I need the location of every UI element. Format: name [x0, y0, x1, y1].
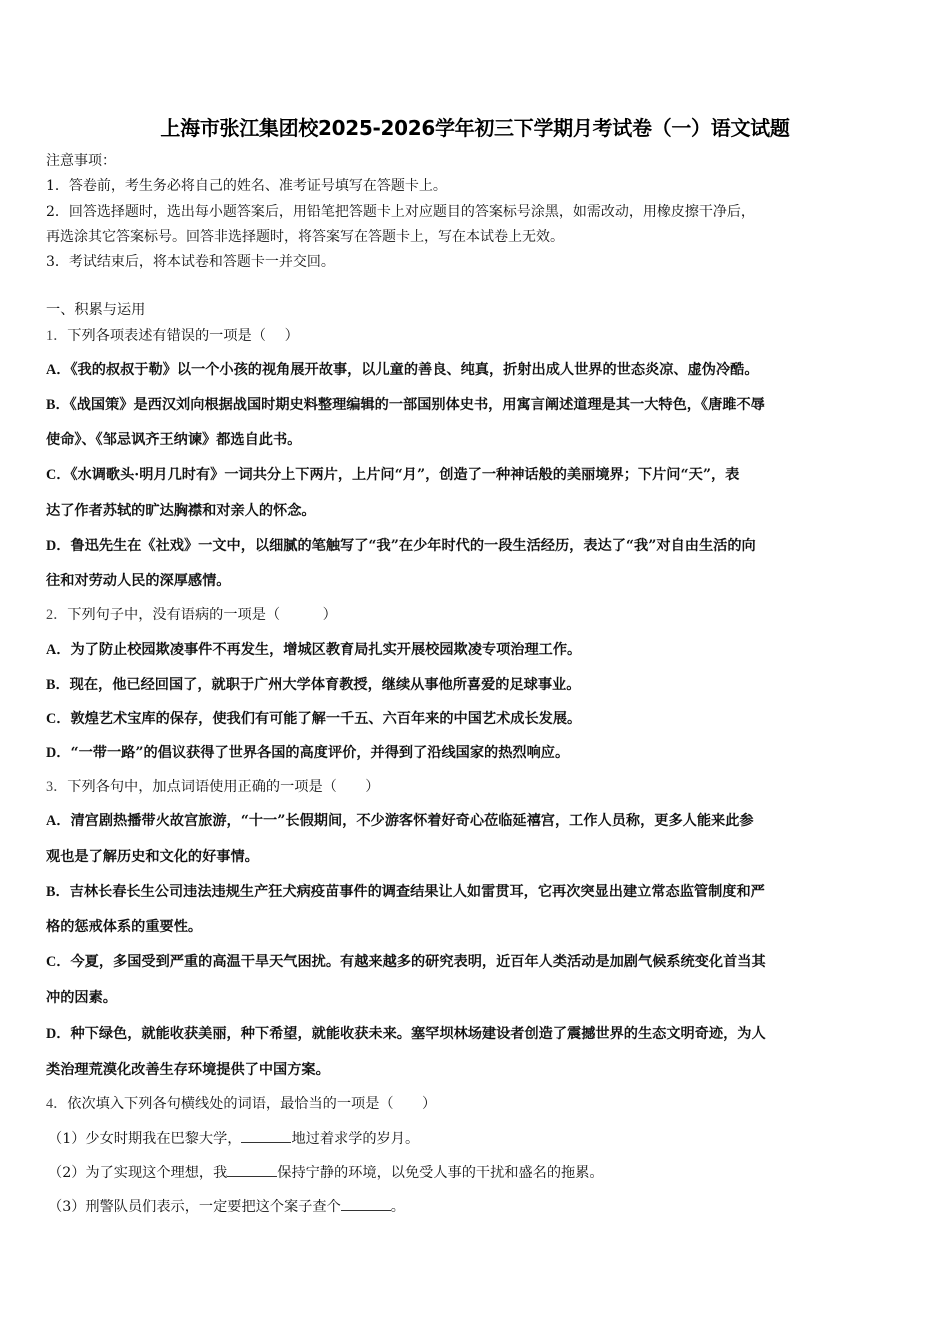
question-3-option-a	[46, 811, 754, 831]
question-2-stem	[46, 605, 337, 625]
question-text: 下列句子中，没有语病的一项是（ ）	[67, 607, 337, 623]
question-1-stem	[46, 326, 299, 346]
fill-blank[interactable]	[227, 1162, 277, 1177]
question-1-option-d	[46, 536, 756, 556]
option-letter: A．	[46, 362, 71, 378]
sentence-prefix: （1）少女时期我在巴黎大学，	[48, 1131, 242, 1147]
question-4-sentence-2	[48, 1162, 604, 1183]
question-1-option-c-cont: 达了作者苏轼的旷达胸襟和对亲人的怀念。	[46, 503, 316, 519]
notice-item-3: 3．考试结束后，将本试卷和答题卡一并交回。	[46, 254, 335, 270]
sentence-suffix: 。	[390, 1199, 405, 1215]
option-text: 种下绿色，就能收获美丽，种下希望，就能收获未来。塞罕坝林场建设者创造了震撼世界的生态文明奇迹，为人	[70, 1026, 766, 1042]
question-3-stem	[46, 777, 379, 797]
page-title: 上海市张江集团校2025-2026学年初三下学期月考试卷（一）语文试题	[160, 116, 790, 140]
option-letter: B．	[46, 677, 70, 693]
fill-blank[interactable]	[241, 1128, 291, 1143]
option-letter: B．	[46, 397, 70, 413]
notice-item-2: 2．回答选择题时，选出每小题答案后，用铅笔把答题卡上对应题目的答案标号涂黑，如需改动，用橡皮擦干净后，	[46, 204, 755, 220]
option-text: 《战国策》是西汉刘向根据战国时期史料整理编辑的一部国别体史书，用寓言阐述道理是其一大特色，《唐雎不辱	[69, 397, 765, 413]
question-text: 下列各项表述有错误的一项是（ ）	[67, 328, 299, 344]
question-3-option-c-cont: 冲的因素。	[46, 990, 117, 1006]
option-text: 吉林长春长生公司违法违规生产狂犬病疫苗事件的调查结果让人如雷贯耳，它再次突显出建立常态监管制度和严	[69, 884, 765, 900]
option-text: 《我的叔叔于勒》以一个小孩的视角展开故事，以儿童的善良、纯真，折射出成人世界的世态炎凉、虚伪冷酷。	[70, 362, 759, 378]
option-text: 清宫剧热播带火故宫旅游，“十一”长假期间，不少游客怀着好奇心莅临延禧宫，工作人员称，更多人能来此参	[70, 813, 754, 829]
question-2-option-d	[46, 743, 569, 763]
notice-heading: 注意事项：	[46, 153, 116, 169]
option-text: 敦煌艺术宝库的保存，使我们有可能了解一千五、六百年来的中国艺术成长发展。	[70, 711, 582, 727]
sentence-suffix: 地过着求学的岁月。	[291, 1131, 420, 1147]
option-text: 今夏，多国受到严重的高温干旱天气困扰。有越来越多的研究表明，近百年人类活动是加剧气候系统变化首当其	[70, 954, 766, 970]
option-text: 为了防止校园欺凌事件不再发生，增城区教育局扎实开展校园欺凌专项治理工作。	[70, 642, 582, 658]
notice-item-2-cont: 再选涂其它答案标号。回答非选择题时，将答案写在答题卡上，写在本试卷上无效。	[46, 229, 564, 245]
option-letter: C．	[46, 954, 71, 970]
question-text: 依次填入下列各句横线处的词语，最恰当的一项是（ ）	[67, 1096, 437, 1112]
question-3-option-c	[46, 952, 766, 972]
option-text: “一带一路”的倡议获得了世界各国的高度评价，并得到了沿线国家的热烈响应。	[70, 745, 570, 761]
option-letter: D．	[46, 1026, 71, 1042]
option-letter: A．	[46, 642, 71, 658]
option-text: 《水调歌头·明月几时有》一词共分上下两片，上片问“月”，创造了一种神话般的美丽境界；下片问“天”，表	[70, 467, 740, 483]
question-1-option-b	[46, 395, 765, 415]
sentence-prefix: （3）刑警队员们表示，一定要把这个案子查个	[48, 1199, 341, 1215]
sentence-prefix: （2）为了实现这个理想，我	[48, 1165, 228, 1181]
sentence-suffix: 保持宁静的环境，以免受人事的干扰和盛名的拖累。	[277, 1165, 604, 1181]
question-number: 1．	[46, 328, 68, 344]
option-letter: D．	[46, 538, 71, 554]
question-number: 4．	[46, 1096, 68, 1112]
question-3-option-a-cont: 观也是了解历史和文化的好事情。	[46, 849, 259, 865]
question-4-stem	[46, 1094, 436, 1114]
option-letter: C．	[46, 711, 71, 727]
question-1-option-b-cont: 使命》、《邹忌讽齐王纳谏》都选自此书。	[46, 432, 302, 448]
section-heading: 一、积累与运用	[46, 302, 146, 318]
question-1-option-a	[46, 360, 759, 380]
option-letter: D．	[46, 745, 71, 761]
question-4-sentence-1	[48, 1128, 419, 1149]
option-text: 鲁迅先生在《社戏》一文中，以细腻的笔触写了“我”在少年时代的一段生活经历，表达了“我”对自由生活的向	[70, 538, 756, 554]
question-4-sentence-3	[48, 1196, 405, 1217]
question-3-option-d-cont: 类治理荒漠化改善生存环境提供了中国方案。	[46, 1062, 330, 1078]
question-number: 3．	[46, 779, 68, 795]
notice-item-1: 1．答卷前，考生务必将自己的姓名、准考证号填写在答题卡上。	[46, 178, 447, 194]
option-text: 现在，他已经回国了，就职于广州大学体育教授，继续从事他所喜爱的足球事业。	[69, 677, 581, 693]
question-text: 下列各句中，加点词语使用正确的一项是（ ）	[67, 779, 380, 795]
question-3-option-b-cont: 格的惩戒体系的重要性。	[46, 919, 203, 935]
question-3-option-b	[46, 882, 765, 902]
fill-blank[interactable]	[341, 1196, 391, 1211]
question-2-option-b	[46, 675, 580, 695]
option-letter: B．	[46, 884, 70, 900]
question-1-option-d-cont: 往和对劳动人民的深厚感情。	[46, 573, 231, 589]
option-letter: A．	[46, 813, 71, 829]
question-3-option-d	[46, 1024, 766, 1044]
question-2-option-a	[46, 640, 581, 660]
option-letter: C．	[46, 467, 71, 483]
question-1-option-c	[46, 465, 739, 485]
question-number: 2．	[46, 607, 68, 623]
question-2-option-c	[46, 709, 581, 729]
